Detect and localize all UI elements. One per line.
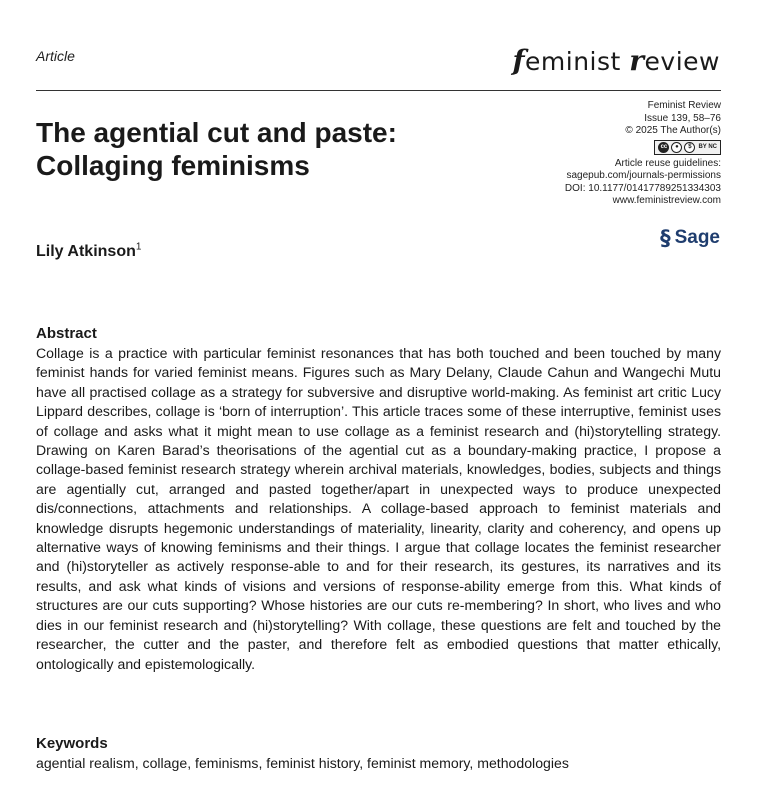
publisher-name: Sage — [674, 227, 720, 248]
author-name: Lily Atkinson — [36, 243, 136, 260]
by-icon: ● — [671, 142, 682, 153]
cc-icon: cc — [658, 142, 669, 153]
abstract-text: Collage is a practice with particular feminist resonances that has both touched and been touched by many feminist hands for varied feminist means. Figures such as Mary Delany, Claude Cahun and Wangechi Mutu have all practised collage as a strategy for subversive and disruptive world-making. As feminist art critic Lucy Lippard describes, collage is ‘born of interruption’. This article traces some of these interruptive, feminist uses of collage and asks what it might mean to use collage as a feminist research and (hi)storytelling strategy. Drawing on Karen Barad’s theorisations of the agential cut as a boundary-making practice, I propose a collage-based feminist research strategy wherein archival materials, knowledges, bodies, subjects and things are agentially cut, arranged and pasted together/apart in unexpected ways to produce unexpected dis/connections, attachments and relationships. A collage-based approach to feminist materials and knowledge disrupts hegemonic understandings of materiality, linearity, clarity and coherency, and opens up alternative ways of knowing feminisms and their things. I argue that collage locates the feminist researcher and (hi)storyteller as actively response-able to and for their research, its gestures, its narratives and its results, and ask what kinds of visions and versions of response-ability emerge from this. What kinds of structures are our cuts supporting? Whose histories are our cuts re-membering? In short, who lives and who dies in our feminist research and (hi)storytelling? With collage, these questions are felt and touched by the researcher, the cutter and the paster, and therefore felt as embodied questions that matter ethically, ontologically and epistemologically. — [36, 345, 721, 672]
article-title — [36, 116, 466, 182]
author-byline — [36, 243, 141, 261]
header-divider — [36, 90, 721, 91]
sage-s-icon: § — [660, 226, 671, 250]
license-badge-text: BY NC — [698, 143, 717, 150]
keywords-heading: Keywords — [36, 735, 108, 752]
author-affiliation-mark[interactable]: 1 — [135, 241, 142, 253]
copyright-notice: © 2025 The Author(s) — [625, 125, 721, 136]
article-type-label: Article — [36, 48, 75, 64]
creative-commons-badge[interactable] — [654, 140, 721, 155]
keywords-list: agential realism, collage, feminisms, feminist history, feminist memory, methodologies — [36, 755, 569, 771]
journal-logo-initial-r: r — [629, 44, 645, 77]
abstract-heading: Abstract — [36, 325, 97, 342]
journal-logo-initial-f: f — [512, 44, 526, 77]
journal-website-link[interactable]: www.feministreview.com — [612, 195, 721, 206]
publication-metadata — [471, 100, 721, 208]
journal-logo — [512, 44, 720, 77]
journal-logo-word1: eminist — [525, 47, 630, 76]
reuse-guidelines-link[interactable]: sagepub.com/journals-permissions — [566, 170, 721, 181]
nc-icon: $ — [684, 142, 695, 153]
journal-name: Feminist Review — [647, 100, 721, 111]
article-title-line-2: Collaging feminisms — [36, 150, 310, 181]
doi-link[interactable]: DOI: 10.1177/01417789251334303 — [564, 182, 721, 194]
journal-logo-word2: eview — [644, 47, 720, 76]
reuse-guidelines-label: Article reuse guidelines: — [614, 157, 721, 169]
article-title-line-1: The agential cut and paste: — [36, 117, 397, 148]
publisher-logo — [660, 226, 720, 250]
issue-pages: Issue 139, 58–76 — [644, 112, 721, 124]
